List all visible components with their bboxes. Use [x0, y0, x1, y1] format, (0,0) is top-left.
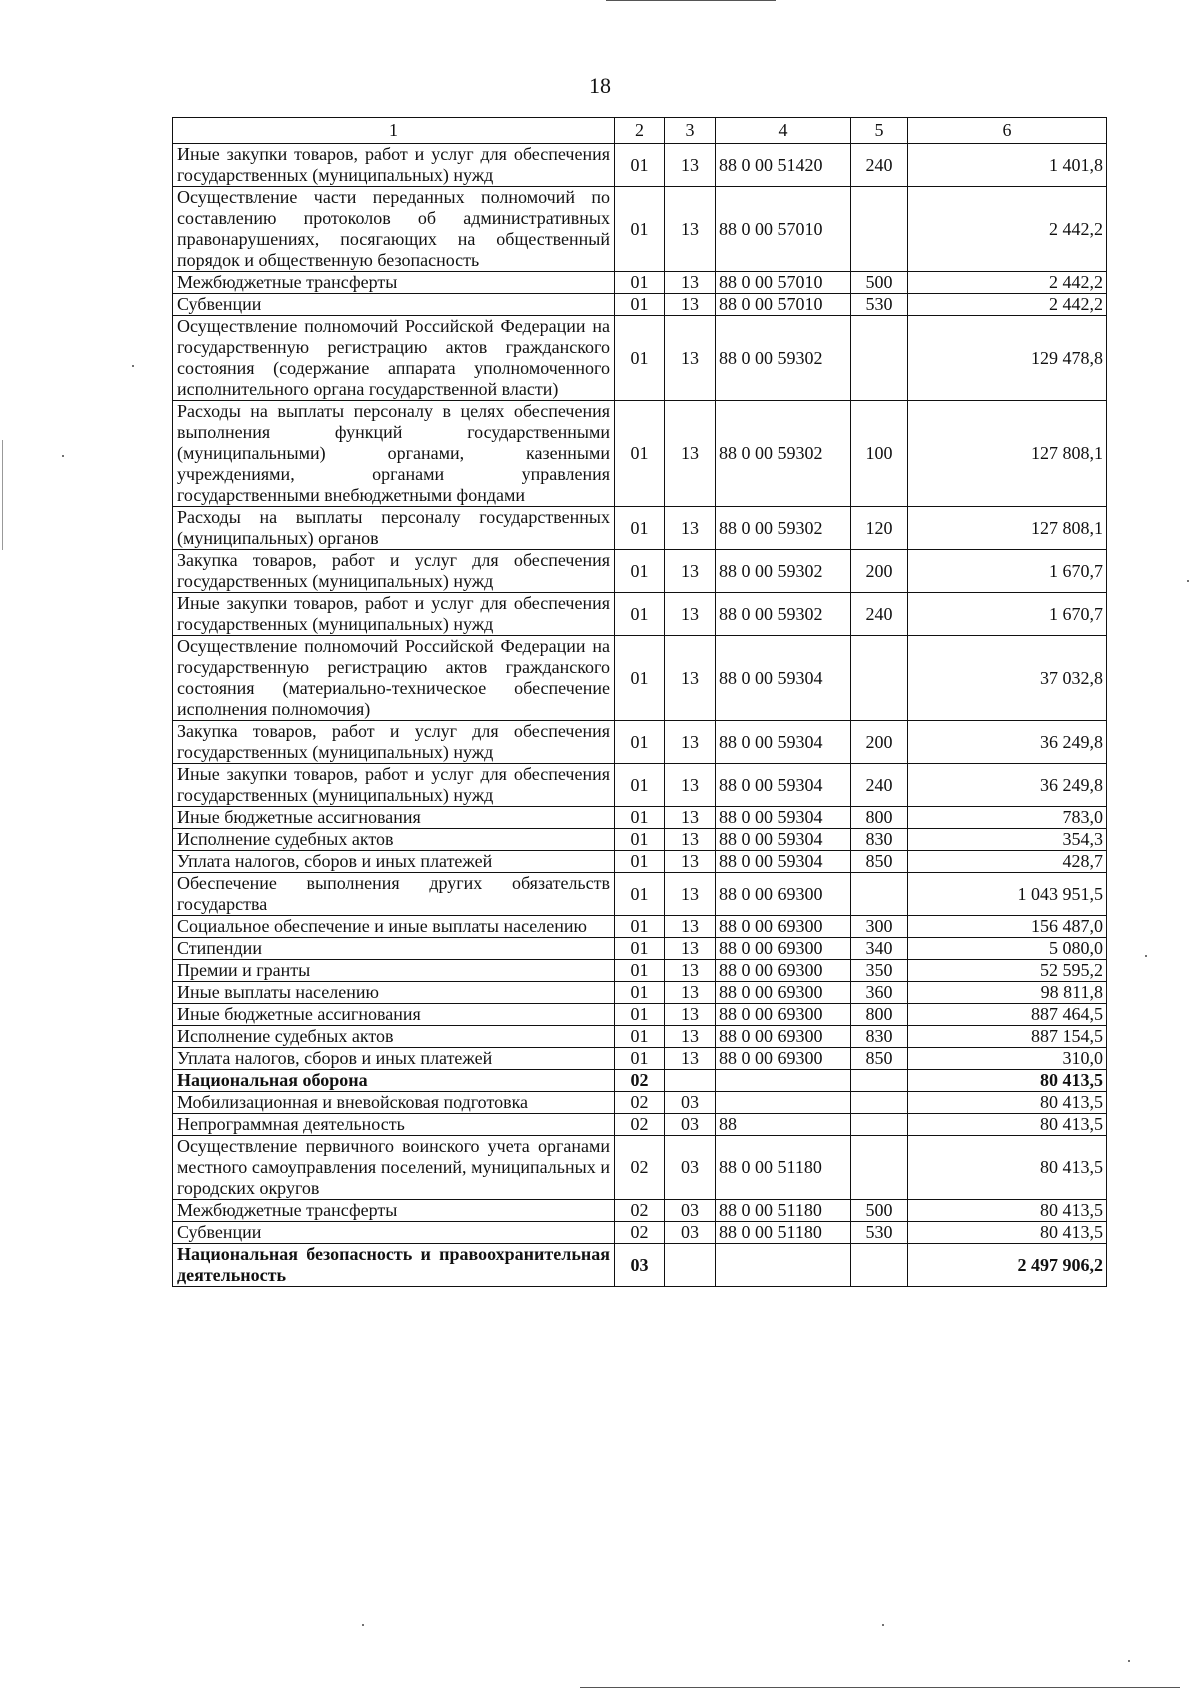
row-subsection-cell: 13 — [665, 721, 716, 764]
row-amount-cell: 156 487,0 — [908, 916, 1107, 938]
row-type-cell: 360 — [851, 982, 908, 1004]
row-section-cell: 01 — [615, 636, 665, 721]
row-subsection-cell: 13 — [665, 873, 716, 916]
row-subsection-cell: 13 — [665, 507, 716, 550]
header-cell-target: 4 — [716, 118, 851, 144]
row-name-cell: Стипендии — [173, 938, 615, 960]
row-subsection-cell: 13 — [665, 916, 716, 938]
row-name-cell: Осуществление части переданных полномочий по составлению протоколов об административных правонарушениях, посягающих на общественный порядок и общественную безопасность — [173, 187, 615, 272]
header-cell-section: 2 — [615, 118, 665, 144]
table-row — [173, 851, 1107, 873]
row-section-cell: 01 — [615, 187, 665, 272]
row-amount-cell: 36 249,8 — [908, 764, 1107, 807]
row-section-cell: 01 — [615, 960, 665, 982]
row-type-cell — [851, 1136, 908, 1200]
table-row — [173, 1048, 1107, 1070]
row-type-cell: 200 — [851, 721, 908, 764]
row-subsection-cell: 13 — [665, 764, 716, 807]
row-type-cell: 340 — [851, 938, 908, 960]
row-name-cell: Осуществление полномочий Российской Федерации на государственную регистрацию актов гражданского состояния (содержание аппарата уполномоченного исполнительного органа государственной власти) — [173, 316, 615, 401]
row-type-cell: 240 — [851, 593, 908, 636]
table-row — [173, 401, 1107, 507]
row-name-cell: Иные бюджетные ассигнования — [173, 1004, 615, 1026]
row-section-cell: 01 — [615, 593, 665, 636]
row-amount-cell: 36 249,8 — [908, 721, 1107, 764]
table-row — [173, 1092, 1107, 1114]
table-row — [173, 807, 1107, 829]
row-subsection-cell — [665, 1244, 716, 1287]
row-subsection-cell: 03 — [665, 1114, 716, 1136]
row-name-cell: Иные закупки товаров, работ и услуг для обеспечения государственных (муниципальных) нужд — [173, 144, 615, 187]
row-section-cell: 01 — [615, 807, 665, 829]
page-number: 18 — [589, 73, 611, 98]
scan-edge-bottom — [580, 1687, 1180, 1688]
row-name-cell: Закупка товаров, работ и услуг для обеспечения государственных (муниципальных) нужд — [173, 721, 615, 764]
row-subsection-cell: 13 — [665, 550, 716, 593]
row-amount-cell: 98 811,8 — [908, 982, 1107, 1004]
row-subsection-cell: 13 — [665, 593, 716, 636]
row-subsection-cell: 03 — [665, 1136, 716, 1200]
table-row — [173, 1070, 1107, 1092]
row-amount-cell: 1 670,7 — [908, 550, 1107, 593]
table-row — [173, 272, 1107, 294]
row-amount-cell: 80 413,5 — [908, 1136, 1107, 1200]
row-subsection-cell: 13 — [665, 294, 716, 316]
row-subsection-cell — [665, 1070, 716, 1092]
row-target-cell: 88 0 00 59304 — [716, 829, 851, 851]
row-target-cell: 88 0 00 69300 — [716, 960, 851, 982]
row-section-cell: 01 — [615, 316, 665, 401]
row-amount-cell: 354,3 — [908, 829, 1107, 851]
row-section-cell: 02 — [615, 1070, 665, 1092]
row-target-cell — [716, 1092, 851, 1114]
row-section-cell: 01 — [615, 938, 665, 960]
row-target-cell: 88 0 00 69300 — [716, 1004, 851, 1026]
row-amount-cell: 5 080,0 — [908, 938, 1107, 960]
row-section-cell: 01 — [615, 550, 665, 593]
scan-speck — [62, 455, 64, 457]
table-row — [173, 982, 1107, 1004]
row-name-cell: Социальное обеспечение и иные выплаты населению — [173, 916, 615, 938]
row-name-cell: Межбюджетные трансферты — [173, 272, 615, 294]
row-type-cell: 500 — [851, 1200, 908, 1222]
row-subsection-cell: 13 — [665, 982, 716, 1004]
row-section-cell: 01 — [615, 401, 665, 507]
row-target-cell: 88 0 00 59304 — [716, 851, 851, 873]
table-row — [173, 187, 1107, 272]
row-subsection-cell: 13 — [665, 272, 716, 294]
header-cell-type: 5 — [851, 118, 908, 144]
row-section-cell: 01 — [615, 294, 665, 316]
table-row — [173, 938, 1107, 960]
row-name-cell: Национальная оборона — [173, 1070, 615, 1092]
row-target-cell: 88 0 00 57010 — [716, 272, 851, 294]
table-row — [173, 1004, 1107, 1026]
row-name-cell: Исполнение судебных актов — [173, 829, 615, 851]
row-subsection-cell: 03 — [665, 1222, 716, 1244]
row-name-cell: Непрограммная деятельность — [173, 1114, 615, 1136]
row-type-cell: 100 — [851, 401, 908, 507]
row-amount-cell: 783,0 — [908, 807, 1107, 829]
row-subsection-cell: 13 — [665, 829, 716, 851]
scan-edge-top — [606, 0, 776, 1]
table-row — [173, 1136, 1107, 1200]
row-type-cell: 530 — [851, 1222, 908, 1244]
row-section-cell: 01 — [615, 982, 665, 1004]
row-target-cell: 88 0 00 51180 — [716, 1200, 851, 1222]
row-section-cell: 02 — [615, 1114, 665, 1136]
row-amount-cell: 310,0 — [908, 1048, 1107, 1070]
table-row — [173, 873, 1107, 916]
row-section-cell: 01 — [615, 721, 665, 764]
row-type-cell: 800 — [851, 807, 908, 829]
row-subsection-cell: 13 — [665, 1026, 716, 1048]
row-section-cell: 02 — [615, 1200, 665, 1222]
row-section-cell: 02 — [615, 1136, 665, 1200]
row-subsection-cell: 03 — [665, 1200, 716, 1222]
row-name-cell: Иные выплаты населению — [173, 982, 615, 1004]
row-target-cell: 88 0 00 69300 — [716, 1026, 851, 1048]
row-section-cell: 01 — [615, 1004, 665, 1026]
row-subsection-cell: 13 — [665, 1048, 716, 1070]
row-target-cell — [716, 1244, 851, 1287]
header-cell-name: 1 — [173, 118, 615, 144]
row-target-cell: 88 — [716, 1114, 851, 1136]
table-row — [173, 1114, 1107, 1136]
row-target-cell: 88 0 00 57010 — [716, 294, 851, 316]
table-row — [173, 1200, 1107, 1222]
row-type-cell — [851, 316, 908, 401]
row-section-cell: 01 — [615, 916, 665, 938]
row-type-cell: 240 — [851, 144, 908, 187]
table-row — [173, 593, 1107, 636]
row-target-cell: 88 0 00 69300 — [716, 1048, 851, 1070]
row-subsection-cell: 13 — [665, 144, 716, 187]
row-type-cell — [851, 1070, 908, 1092]
row-subsection-cell: 13 — [665, 960, 716, 982]
row-name-cell: Уплата налогов, сборов и иных платежей — [173, 851, 615, 873]
row-section-cell: 01 — [615, 851, 665, 873]
row-target-cell: 88 0 00 69300 — [716, 916, 851, 938]
row-section-cell: 03 — [615, 1244, 665, 1287]
row-target-cell: 88 0 00 69300 — [716, 938, 851, 960]
row-amount-cell: 1 401,8 — [908, 144, 1107, 187]
scan-speck — [1128, 1660, 1130, 1662]
table-row — [173, 636, 1107, 721]
row-name-cell: Иные бюджетные ассигнования — [173, 807, 615, 829]
row-subsection-cell: 13 — [665, 316, 716, 401]
table-header-row — [173, 118, 1107, 144]
table-row — [173, 916, 1107, 938]
row-subsection-cell: 13 — [665, 401, 716, 507]
row-target-cell: 88 0 00 59302 — [716, 401, 851, 507]
row-subsection-cell: 13 — [665, 636, 716, 721]
row-amount-cell: 37 032,8 — [908, 636, 1107, 721]
table-row — [173, 550, 1107, 593]
row-name-cell: Субвенции — [173, 1222, 615, 1244]
row-target-cell — [716, 1070, 851, 1092]
row-section-cell: 01 — [615, 829, 665, 851]
row-section-cell: 01 — [615, 1048, 665, 1070]
row-section-cell: 01 — [615, 873, 665, 916]
row-section-cell: 01 — [615, 1026, 665, 1048]
row-name-cell: Обеспечение выполнения других обязательств государства — [173, 873, 615, 916]
row-name-cell: Премии и гранты — [173, 960, 615, 982]
scan-speck — [362, 1624, 364, 1626]
row-type-cell: 350 — [851, 960, 908, 982]
row-name-cell: Национальная безопасность и правоохранительная деятельность — [173, 1244, 615, 1287]
row-target-cell: 88 0 00 51180 — [716, 1136, 851, 1200]
budget-table — [172, 117, 1107, 1287]
row-target-cell: 88 0 00 57010 — [716, 187, 851, 272]
table-row — [173, 316, 1107, 401]
row-type-cell: 300 — [851, 916, 908, 938]
row-subsection-cell: 03 — [665, 1092, 716, 1114]
row-amount-cell: 80 413,5 — [908, 1070, 1107, 1092]
row-amount-cell: 2 442,2 — [908, 187, 1107, 272]
row-amount-cell: 887 464,5 — [908, 1004, 1107, 1026]
row-type-cell — [851, 636, 908, 721]
table-row — [173, 144, 1107, 187]
row-section-cell: 01 — [615, 764, 665, 807]
row-target-cell: 88 0 00 59304 — [716, 764, 851, 807]
scan-speck — [132, 365, 134, 367]
row-name-cell: Субвенции — [173, 294, 615, 316]
row-type-cell: 500 — [851, 272, 908, 294]
row-amount-cell: 1 043 951,5 — [908, 873, 1107, 916]
row-section-cell: 02 — [615, 1222, 665, 1244]
row-target-cell: 88 0 00 69300 — [716, 873, 851, 916]
table-row — [173, 721, 1107, 764]
row-subsection-cell: 13 — [665, 938, 716, 960]
table-body — [173, 118, 1107, 1287]
row-name-cell: Расходы на выплаты персоналу в целях обеспечения выполнения функций государственными (муниципальными) органами, казенными учреждениями, органами управления государственными внебюджетными фондами — [173, 401, 615, 507]
row-type-cell — [851, 873, 908, 916]
row-target-cell: 88 0 00 59304 — [716, 721, 851, 764]
table-row — [173, 1222, 1107, 1244]
table-row — [173, 829, 1107, 851]
row-target-cell: 88 0 00 69300 — [716, 982, 851, 1004]
row-amount-cell: 127 808,1 — [908, 401, 1107, 507]
row-name-cell: Осуществление полномочий Российской Федерации на государственную регистрацию актов гражданского состояния (материально-техническое обеспечение исполнения полномочия) — [173, 636, 615, 721]
scan-speck — [1145, 955, 1147, 957]
row-name-cell: Мобилизационная и вневойсковая подготовка — [173, 1092, 615, 1114]
row-name-cell: Расходы на выплаты персоналу государственных (муниципальных) органов — [173, 507, 615, 550]
row-amount-cell: 2 442,2 — [908, 272, 1107, 294]
row-type-cell: 850 — [851, 1048, 908, 1070]
row-type-cell: 800 — [851, 1004, 908, 1026]
row-name-cell: Межбюджетные трансферты — [173, 1200, 615, 1222]
row-amount-cell: 80 413,5 — [908, 1222, 1107, 1244]
row-target-cell: 88 0 00 59304 — [716, 636, 851, 721]
row-amount-cell: 80 413,5 — [908, 1114, 1107, 1136]
row-subsection-cell: 13 — [665, 1004, 716, 1026]
row-target-cell: 88 0 00 59302 — [716, 316, 851, 401]
row-subsection-cell: 13 — [665, 851, 716, 873]
table-row — [173, 507, 1107, 550]
row-target-cell: 88 0 00 59302 — [716, 550, 851, 593]
row-amount-cell: 80 413,5 — [908, 1200, 1107, 1222]
row-type-cell: 240 — [851, 764, 908, 807]
row-type-cell: 830 — [851, 829, 908, 851]
row-type-cell: 830 — [851, 1026, 908, 1048]
row-type-cell: 200 — [851, 550, 908, 593]
row-type-cell — [851, 1114, 908, 1136]
row-subsection-cell: 13 — [665, 187, 716, 272]
row-name-cell: Иные закупки товаров, работ и услуг для обеспечения государственных (муниципальных) нужд — [173, 764, 615, 807]
row-type-cell: 850 — [851, 851, 908, 873]
row-section-cell: 02 — [615, 1092, 665, 1114]
row-amount-cell: 52 595,2 — [908, 960, 1107, 982]
row-type-cell — [851, 1244, 908, 1287]
table-row — [173, 1026, 1107, 1048]
row-amount-cell: 129 478,8 — [908, 316, 1107, 401]
row-section-cell: 01 — [615, 507, 665, 550]
row-name-cell: Закупка товаров, работ и услуг для обеспечения государственных (муниципальных) нужд — [173, 550, 615, 593]
row-amount-cell: 887 154,5 — [908, 1026, 1107, 1048]
row-amount-cell: 127 808,1 — [908, 507, 1107, 550]
row-amount-cell: 2 442,2 — [908, 294, 1107, 316]
row-type-cell — [851, 187, 908, 272]
scan-speck — [1187, 580, 1189, 582]
row-name-cell: Уплата налогов, сборов и иных платежей — [173, 1048, 615, 1070]
row-target-cell: 88 0 00 51180 — [716, 1222, 851, 1244]
row-section-cell: 01 — [615, 144, 665, 187]
scan-speck — [882, 1624, 884, 1626]
row-section-cell: 01 — [615, 272, 665, 294]
row-type-cell: 530 — [851, 294, 908, 316]
row-target-cell: 88 0 00 59304 — [716, 807, 851, 829]
row-target-cell: 88 0 00 59302 — [716, 593, 851, 636]
row-target-cell: 88 0 00 51420 — [716, 144, 851, 187]
header-cell-subsection: 3 — [665, 118, 716, 144]
row-name-cell: Осуществление первичного воинского учета органами местного самоуправления поселений, муниципальных и городских округов — [173, 1136, 615, 1200]
table-row — [173, 764, 1107, 807]
row-name-cell: Исполнение судебных актов — [173, 1026, 615, 1048]
table-row — [173, 1244, 1107, 1287]
row-target-cell: 88 0 00 59302 — [716, 507, 851, 550]
scan-edge-left — [2, 440, 3, 550]
row-amount-cell: 2 497 906,2 — [908, 1244, 1107, 1287]
table-row — [173, 960, 1107, 982]
row-subsection-cell: 13 — [665, 807, 716, 829]
row-amount-cell: 1 670,7 — [908, 593, 1107, 636]
row-amount-cell: 428,7 — [908, 851, 1107, 873]
header-cell-amount: 6 — [908, 118, 1107, 144]
table-row — [173, 294, 1107, 316]
row-type-cell: 120 — [851, 507, 908, 550]
row-amount-cell: 80 413,5 — [908, 1092, 1107, 1114]
row-type-cell — [851, 1092, 908, 1114]
row-name-cell: Иные закупки товаров, работ и услуг для обеспечения государственных (муниципальных) нужд — [173, 593, 615, 636]
